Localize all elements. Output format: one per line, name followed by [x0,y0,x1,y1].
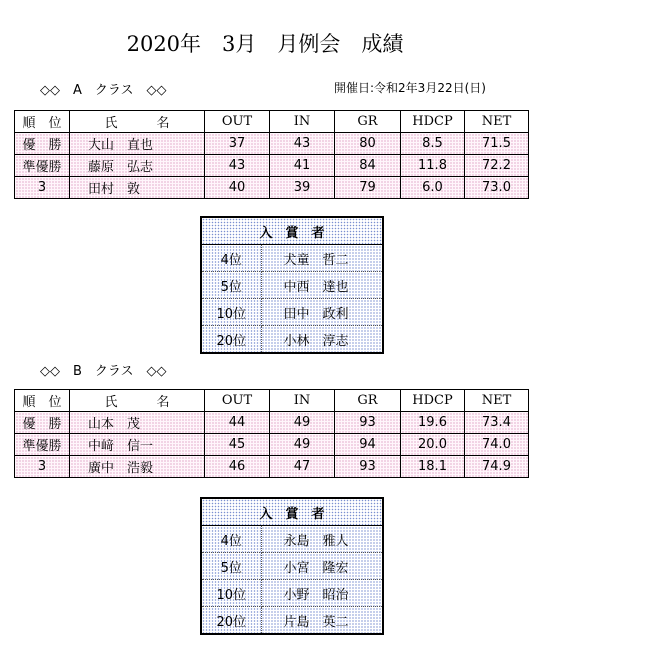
prize-header: 入 賞 者 [201,217,383,245]
player-name-cell: 中﨑 信一 [70,434,205,456]
hdcp-cell: 6.0 [401,177,465,199]
list-item [201,326,383,354]
out-cell: 45 [205,434,270,456]
prize-winner-name: 中西 達也 [261,272,383,299]
hdcp-cell: 18.1 [401,456,465,478]
prize-winner-name: 片島 英二 [261,607,383,635]
prize-place: 5位 [201,272,261,299]
prize-winner-name: 犬童 哲二 [261,245,383,272]
table-row [15,434,529,456]
player-name-cell: 大山 直也 [70,133,205,155]
prize-place: 4位 [201,526,261,553]
in-cell: 43 [270,133,335,155]
prize-header: 入 賞 者 [201,498,383,526]
page-title: 2020年 3月 月例会 成績 [126,32,404,56]
header-hdcp: HDCP [401,111,465,133]
gr-cell: 93 [335,456,401,478]
in-cell: 49 [270,434,335,456]
rank-cell: 優 勝 [15,133,70,155]
out-cell: 40 [205,177,270,199]
hdcp-cell: 19.6 [401,412,465,434]
in-cell: 41 [270,155,335,177]
in-cell: 49 [270,412,335,434]
class-a-results-table [14,110,529,199]
table-row [15,412,529,434]
net-cell: 72.2 [465,155,529,177]
header-gr: GR [335,390,401,412]
rank-cell: 3 [15,456,70,478]
table-row [15,456,529,478]
gr-cell: 80 [335,133,401,155]
in-cell: 47 [270,456,335,478]
net-cell: 74.9 [465,456,529,478]
gr-cell: 84 [335,155,401,177]
header-net: NET [465,390,529,412]
header-rank: 順 位 [15,111,70,133]
rank-cell: 優 勝 [15,412,70,434]
header-name: 氏 名 [70,111,205,133]
player-name-cell: 廣中 浩毅 [70,456,205,478]
net-cell: 73.4 [465,412,529,434]
header-out: OUT [205,111,270,133]
prize-winner-name: 田中 政利 [261,299,383,326]
player-name-cell: 田村 敦 [70,177,205,199]
rank-cell: 3 [15,177,70,199]
gr-cell: 94 [335,434,401,456]
table-row [15,133,529,155]
table-row [15,177,529,199]
header-in: IN [270,111,335,133]
hdcp-cell: 11.8 [401,155,465,177]
header-gr: GR [335,111,401,133]
list-item [201,299,383,326]
out-cell: 43 [205,155,270,177]
in-cell: 39 [270,177,335,199]
gr-cell: 93 [335,412,401,434]
class-a-prize-table [200,216,384,354]
hdcp-cell: 8.5 [401,133,465,155]
prize-place: 10位 [201,299,261,326]
player-name-cell: 藤原 弘志 [70,155,205,177]
class-b-results-table [14,389,529,478]
prize-winner-name: 永島 雅人 [261,526,383,553]
header-rank: 順 位 [15,390,70,412]
list-item [201,553,383,580]
list-item [201,580,383,607]
prize-place: 10位 [201,580,261,607]
player-name-cell: 山本 茂 [70,412,205,434]
prize-place: 20位 [201,326,261,354]
list-item [201,526,383,553]
class-b-label: ◇◇ B クラス ◇◇ [40,364,167,379]
out-cell: 44 [205,412,270,434]
list-item [201,245,383,272]
rank-cell: 準優勝 [15,434,70,456]
table-header-row [15,390,529,412]
prize-place: 5位 [201,553,261,580]
out-cell: 46 [205,456,270,478]
hdcp-cell: 20.0 [401,434,465,456]
net-cell: 74.0 [465,434,529,456]
list-item [201,272,383,299]
net-cell: 71.5 [465,133,529,155]
class-b-prize-table [200,497,384,635]
rank-cell: 準優勝 [15,155,70,177]
prize-winner-name: 小野 昭治 [261,580,383,607]
class-a-label: ◇◇ A クラス ◇◇ [40,83,167,98]
event-date: 開催日:令和2年3月22日(日) [334,81,486,95]
header-in: IN [270,390,335,412]
prize-place: 4位 [201,245,261,272]
table-row [15,155,529,177]
list-item [201,607,383,635]
header-hdcp: HDCP [401,390,465,412]
prize-winner-name: 小林 淳志 [261,326,383,354]
header-name: 氏 名 [70,390,205,412]
prize-place: 20位 [201,607,261,635]
header-out: OUT [205,390,270,412]
table-header-row [15,111,529,133]
out-cell: 37 [205,133,270,155]
prize-winner-name: 小宮 隆宏 [261,553,383,580]
header-net: NET [465,111,529,133]
net-cell: 73.0 [465,177,529,199]
gr-cell: 79 [335,177,401,199]
